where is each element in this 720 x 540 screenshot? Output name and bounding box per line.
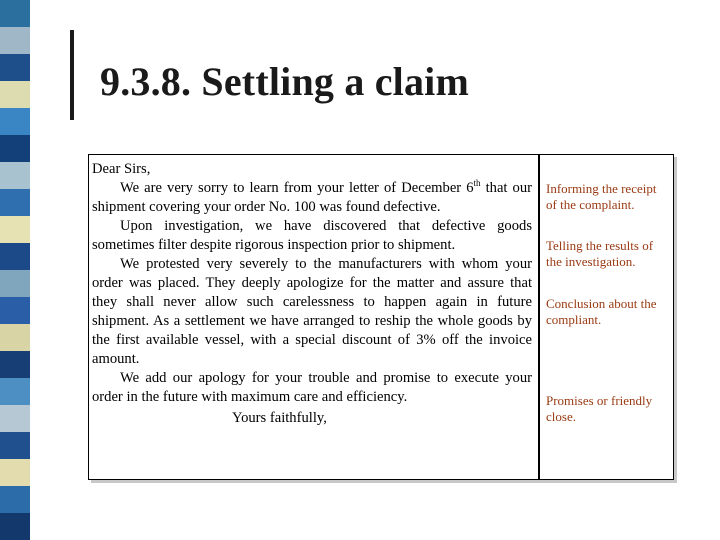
stripe-segment: [0, 0, 30, 27]
closing: Yours faithfully,: [232, 410, 327, 426]
stripe-segment: [0, 216, 30, 243]
note-receipt: Informing the receipt of the complaint.: [546, 181, 657, 212]
column-divider: [538, 154, 540, 480]
stripe-segment: [0, 513, 30, 540]
slide-title: 9.3.8. Settling a claim: [100, 59, 470, 104]
paragraph-apology: We add our apology for your trouble and promise to execute your order in the future with maximum care and efficiency.: [92, 370, 532, 405]
note-close: Promises or friendly close.: [546, 393, 653, 424]
paragraph-receipt-text-a: We are very sorry to learn from your letter of December 6: [120, 180, 474, 196]
paragraph-settlement: We protested very severely to the manufacturers with whom your order was placed. They deeply apologize for the matter and assure that they shall never allow such carelessness to happen again in future shipment. As a settlement we have arranged to reship the whole goods by the first available vessel, with a special discount of 3% off the invoice amount.: [92, 256, 532, 367]
paragraph-investigation: Upon investigation, we have discovered that defective goods sometimes filter despite rigorous inspection prior to shipment.: [92, 218, 532, 253]
note-investigation: Telling the results of the investigation.: [546, 238, 654, 269]
stripe-segment: [0, 243, 30, 270]
salutation: Dear Sirs,: [92, 161, 151, 177]
stripe-segment: [0, 459, 30, 486]
title-rule: [70, 30, 74, 120]
decorative-stripe: [0, 0, 30, 540]
paragraph-receipt: [92, 179, 532, 217]
stripe-segment: [0, 486, 30, 513]
stripe-segment: [0, 351, 30, 378]
stripe-segment: [0, 405, 30, 432]
stripe-segment: [0, 135, 30, 162]
stripe-segment: [0, 297, 30, 324]
ordinal-suffix: th: [473, 178, 481, 189]
stripe-segment: [0, 162, 30, 189]
stripe-segment: [0, 108, 30, 135]
letter-body: [92, 160, 532, 428]
stripe-segment: [0, 324, 30, 351]
stripe-segment: [0, 378, 30, 405]
stripe-segment: [0, 54, 30, 81]
stripe-segment: [0, 189, 30, 216]
stripe-segment: [0, 432, 30, 459]
note-conclusion: Conclusion about the compliant.: [546, 296, 657, 327]
stripe-segment: [0, 27, 30, 54]
stripe-segment: [0, 81, 30, 108]
stripe-segment: [0, 270, 30, 297]
paragraph-receipt-text-b: that our shipment covering your order No. 100 was found defective.: [92, 180, 532, 215]
